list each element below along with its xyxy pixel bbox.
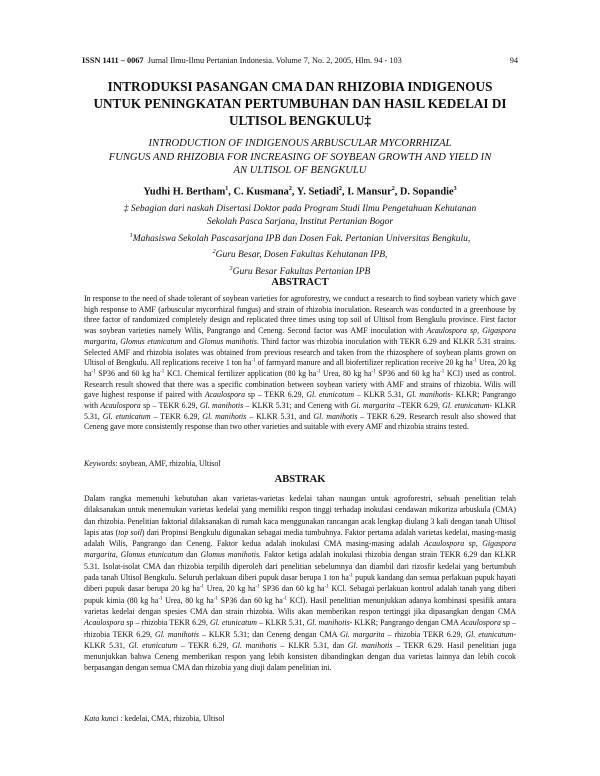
text-run: – TEKR 6.29. Research result also showed that Ceneng gave more consistently response than two other varieties and suitable with every AMF and rhizobia strains tested. <box>84 411 516 432</box>
text-run: – rhizobia TEKR 6.29, <box>384 629 466 639</box>
text-run: and <box>182 336 199 346</box>
author-name: I. Mansur <box>347 186 392 198</box>
unit-exponent: -1 <box>440 369 445 375</box>
affiliation-3: Guru Besar Fakultas Pertanian IPB <box>232 267 371 278</box>
unit-exponent: -1 <box>91 369 96 375</box>
species-name: Gl. etunicatum <box>102 411 151 421</box>
text-run: Urea, 20 kg ha <box>204 584 256 594</box>
english-title-line: FUNGUS AND RHIZOBIA FOR INCREASING OF SOYBEAN GROWTH AND YIELD IN <box>108 151 492 163</box>
journal-citation: Jurnal Ilmu-Ilmu Pertanian Indonesia. Volume 7, No. 2, 2005, Hlm. 94 - 103 <box>147 56 402 65</box>
keywords-label: Keywords <box>84 459 116 468</box>
text-run: KCl. Chemical fertilizer application (80 kg ha <box>164 368 317 378</box>
english-title-line: AN ULTISOL OF BENGKULU <box>233 165 367 176</box>
text-run: – KLKR 5.31, <box>354 390 407 400</box>
author-affiliation-marker: 2 <box>339 186 343 192</box>
species-name: Gl. etunicatum <box>442 401 490 411</box>
species-name: Acaulospora <box>84 618 125 628</box>
unit-exponent: -1 <box>371 369 376 375</box>
page-number: 94 <box>509 56 518 65</box>
affiliations <box>60 203 540 280</box>
text-run: – TEKR 6.29, <box>177 640 233 650</box>
unit-exponent: -1 <box>282 596 287 602</box>
english-title <box>60 137 540 178</box>
author-affiliation-marker: 1 <box>225 186 229 192</box>
unit-exponent: -1 <box>160 369 165 375</box>
abstract-keywords <box>84 459 516 468</box>
species-name: Acaulospora <box>460 618 501 628</box>
text-run: KCl. Sebagai perlakuan kontrol adalah tanah yang diberi pupuk kimia (80 kg ha <box>84 584 516 605</box>
author-separator: , <box>228 186 234 198</box>
text-run: - KLKR; Pangrango with <box>84 390 516 411</box>
keywords-text: : soybean, AMF, rhizobia, Ultisol <box>115 459 221 468</box>
text-run: – KLKR 5.31, dan <box>276 640 348 650</box>
text-run: In response to the need of shade tolerant of soybean varieties for agroforestry, we conduct a research to find soybean variety which gave high response to AMF (arbuscular mycorrhizal fungus) and strain of rhizobia inoculation. Research was conducted in a greenhouse by three factor of randomized completely design and replicated three times using top soil of Ultisol from Bengkulu province. First factor was soybean varieties namely Wilis, Pangrango and Ceneng. Second factor was AMF inoculation with <box>84 294 516 336</box>
text-run: – TEKR 6.29, <box>150 411 203 421</box>
author-name: Yudhi H. Bertham <box>143 186 226 198</box>
author-affiliation-marker: 2 <box>288 186 292 192</box>
text-run: pupuk kandang dan semua perlakuan pupuk hayati diberi pupuk dasar berupa 20 kg ha <box>84 573 516 594</box>
species-name: top soil <box>118 527 142 537</box>
species-name: Glomus manihotis <box>198 336 257 346</box>
title-line: ULTISOL BENGKULU‡ <box>228 113 372 128</box>
species-name: Gl. manihotis <box>155 629 199 639</box>
author-separator: , <box>291 186 297 198</box>
affiliation-marker: 1 <box>129 232 133 239</box>
abstrak-body <box>84 493 516 674</box>
paper-title <box>60 78 540 129</box>
kata-kunci-text: : kedelai, CMA, rhizobia, Ultisol <box>118 714 225 723</box>
author-name: C. Kusmana <box>233 186 289 198</box>
affiliation-marker: 3 <box>229 265 233 272</box>
species-name: Gl. manihotis <box>202 411 247 421</box>
species-name: Acaulospora sp, Gigaspora margarita, Glomus etunicatum <box>84 326 516 346</box>
dissertation-note: ‡ Sebagian dari naskah Disertasi Doktor pada Program Studi Ilmu Pengetahuan Kehutanan <box>123 204 477 214</box>
species-name: Gl. manihotis <box>406 390 451 400</box>
unit-exponent: -1 <box>251 358 256 364</box>
abstract-body <box>84 294 516 433</box>
species-name: Gi. margarita <box>350 401 395 411</box>
species-name: Gl. manihotis <box>199 401 244 411</box>
author-name: D. Sopandie <box>399 186 454 198</box>
abstrak-heading: ABSTRAK <box>274 474 326 485</box>
affiliation-2: Guru Besar, Dosen Fakultas Kehutanan IPB, <box>215 250 388 261</box>
text-run: of farmyard manure and all biofertilizer replication receive 20 kg ha <box>255 358 473 368</box>
author-affiliation-marker: 3 <box>453 186 457 192</box>
species-name: Gl. etunicatum <box>306 390 355 400</box>
text-run: sp – rhizobia TEKR 6.29, <box>84 618 516 639</box>
text-run: SP36 and 60 kg ha <box>375 368 441 378</box>
text-run: sp – TEKR 6.29, <box>245 390 307 400</box>
text-run: Urea, 80 kg ha <box>162 595 214 605</box>
species-name: Gi. margarita <box>340 629 385 639</box>
text-run: –TEKR 6.29, <box>394 401 443 411</box>
text-run: - KLKR; Pangrango dengan CMA <box>349 618 461 628</box>
text-run: - KLKR 5.31, <box>84 401 516 421</box>
text-run: Urea, 80 kg ha <box>320 368 372 378</box>
species-name: Acaulospora <box>100 401 141 411</box>
unit-exponent: -1 <box>324 584 329 590</box>
author-name: Y. Setiadi <box>296 186 340 198</box>
species-name: Gl. manihotis <box>232 640 277 650</box>
text-run: – KLKR 5.31, <box>256 618 307 628</box>
title-line: INTRODUKSI PASANGAN CMA DAN RHIZOBIA INDIGENOUS <box>107 79 493 94</box>
text-run: . Third factor was rhizobia inoculation with TEKR 6.29 and KLKR 5.31 strains. Selected AMF and rhizobia isolates was obtained from previous research and taken from the rhizosphere of soybean plants grown on Ultisol of Bengkulu. All replications receive 1 ton ha <box>84 336 517 368</box>
text-run: – TEKR 6.29. Hasil penelitian juga menunjukkan bahwa Ceneng memberikan respon yang lebih konsisten dibandingkan dengan dua varietas lainnya dan lebih cocok berpasangan dengan semua CMA dan rhizobia yang diuji dalam penelitian ini. <box>84 640 517 673</box>
text-run: sp – rhizobia TEKR 6.29, <box>124 618 210 628</box>
text-run: Dalam rangka memenuhi kebutuhan akan varietas-varietas kedelai tahan naungan untuk agroforestri, sebuah penelitian telah dilaksanakan untuk menemukan varietas kedelai yang memiliki respon tinggi terhadap inokulasi cendawan mikoriza arbuskula (CMA) dan rhizobia. Penelitian faktorial dilaksanakan di rumah kaca menggunakan rancangan acak lengkap diulang 3 kali dengan tanah Ultisol lapis atas ( <box>84 494 516 537</box>
unit-exponent: -1 <box>255 584 260 590</box>
english-title-line: INTRODUCTION OF INDIGENOUS ARBUSCULAR MYCORRHIZAL <box>148 138 452 149</box>
text-run: sp – TEKR 6.29, <box>140 401 200 411</box>
species-name: Gl. manihotis <box>313 411 358 421</box>
unit-exponent: -1 <box>472 358 477 364</box>
author-list <box>60 186 540 197</box>
species-name: Acaulospora <box>204 390 246 400</box>
text-run: - KLKR 5.31, <box>84 629 517 650</box>
unit-exponent: -1 <box>158 596 163 602</box>
unit-exponent: -1 <box>213 596 218 602</box>
text-run: SP36 dan 60 kg ha <box>259 584 325 594</box>
text-run: Urea, 20 kg ha <box>84 358 516 378</box>
issn-label: ISSN 1411 – 0067 <box>82 56 144 65</box>
abstrak-keywords <box>84 714 516 723</box>
text-run: – KLKR 5.31; and Ceneng with <box>243 401 351 411</box>
affiliation-1: Mahasiswa Sekolah Pascasarjana IPB dan Dosen Fak. Pertanian Universitas Bengkulu, <box>132 233 471 244</box>
author-separator: , <box>342 186 348 198</box>
species-name: Acaulospora sp, Gigaspora margarita, Glomus etunicatum <box>84 539 516 560</box>
running-header <box>82 56 518 65</box>
text-run: KCl) used as control. Research result showed that there was a specific combination between soybean variety with AMF and strains of rhizobia. Wilis will gave highest response if paired with <box>84 368 516 400</box>
text-run: – KLKR 5.31; dan Ceneng dengan CMA <box>198 629 341 639</box>
kata-kunci-label: Kata kunci <box>84 714 119 723</box>
species-name: Glomus manihotis. <box>200 550 262 560</box>
text-run: SP36 dan 60 kg ha <box>217 595 283 605</box>
dissertation-note: Sekolah Pasca Sarjana, Institut Pertanian Bogor <box>206 217 394 228</box>
text-run: SP36 and 60 kg ha <box>95 368 161 378</box>
text-run: ) dari Propinsi Bengkulu digunakan sebagai media tumbuhnya. Faktor pertama adalah varietas kedelai, masing-masig adalah Wilis, Pangrango dan Ceneng. Faktor kedua adalah inokulasi CMA masing-masing adalah <box>84 527 516 549</box>
unit-exponent: -1 <box>316 369 321 375</box>
title-line: UNTUK PENINGKATAN PERTUMBUHAN DAN HASIL KEDELAI DI <box>93 96 507 111</box>
author-separator: , <box>394 186 400 198</box>
species-name: Gl. etunicatum <box>128 640 178 650</box>
species-name: Gl. etunicatum <box>465 629 514 639</box>
species-name: Gl. manihotis <box>347 640 393 650</box>
text-run: – KLKR 5.31, and <box>246 411 314 421</box>
text-run: Faktor ketiga adalah inokulasi rhizobia dengan strain TEKR 6.29 dan KLKR 5.31. Isolat-isolat CMA dan rhizobia terpilih diperoleh dari penelitian sebelumnya dan diambil dari rizosfir kedelai yang bertumbuh pada tanah Ultisol Bengkulu. Seluruh perlakuan diberi pupuk dasar berupa 1 ton ha <box>84 550 516 583</box>
text-run: KCl). Hasil penelitian menunjukkan adanya kombinasi spesifik antara varietas kedelai dengan spesies CMA dan strain rhizobia. Wilis akan memberikan respon tertinggi jika dipasangkan dengan CMA <box>84 595 516 616</box>
abstract-heading: ABSTRACT <box>271 277 329 288</box>
unit-exponent: -1 <box>348 573 354 579</box>
unit-exponent: -1 <box>199 584 205 590</box>
species-name: Gl. manihotis <box>306 618 350 628</box>
affiliation-marker: 2 <box>212 249 216 256</box>
text-run: dan <box>183 550 201 560</box>
author-affiliation-marker: 2 <box>391 186 395 192</box>
species-name: Gl. etunicatum <box>209 618 257 628</box>
